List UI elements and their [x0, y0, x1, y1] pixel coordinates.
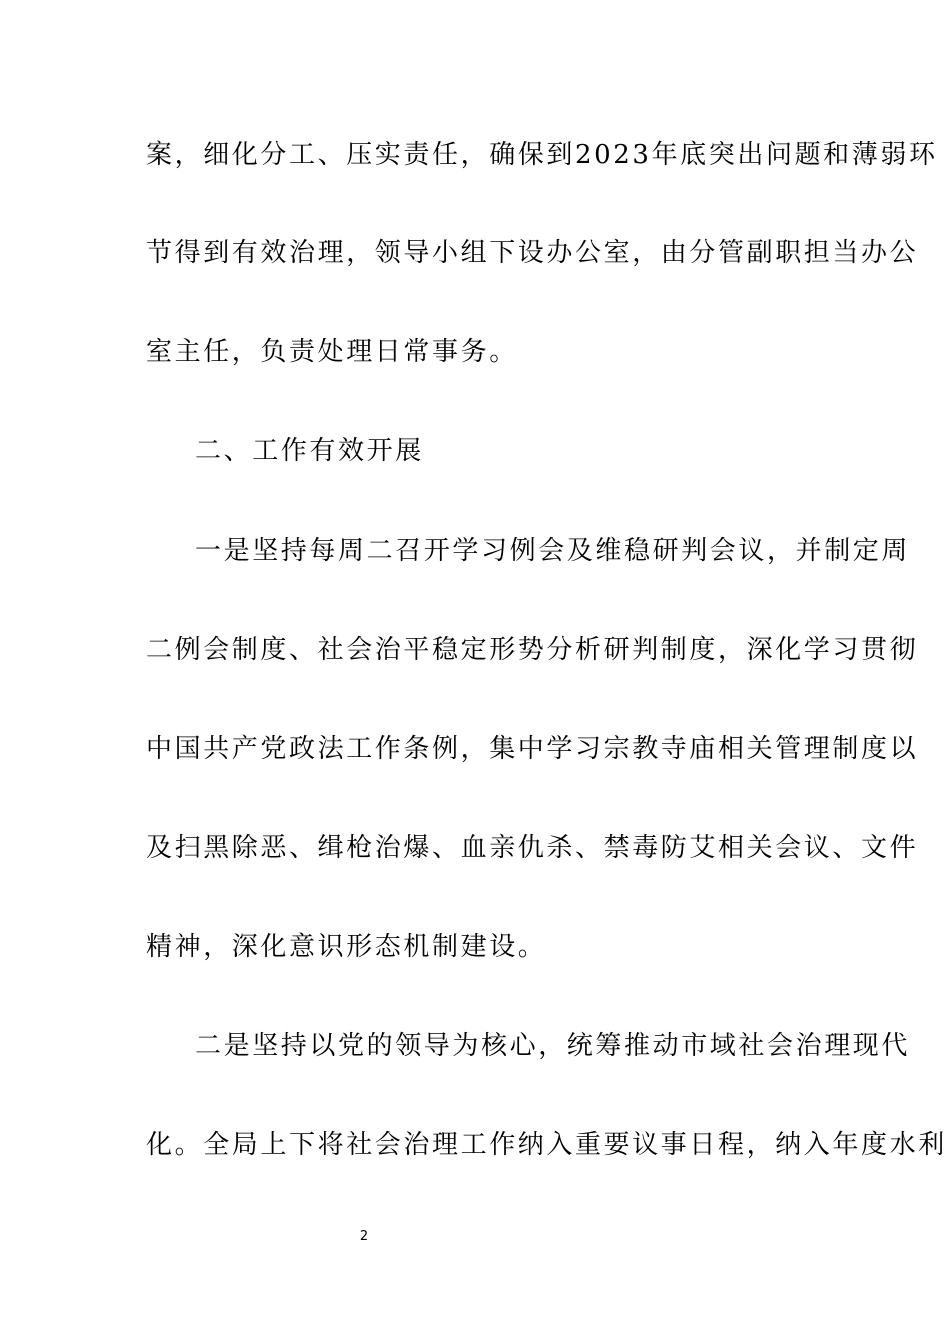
section-heading: 二、工作有效开展	[195, 436, 424, 466]
body-text-line: 二是坚持以党的领导为核心，统筹推动市域社会治理现代	[195, 1031, 911, 1061]
body-text-line: 化。全局上下将社会治理工作纳入重要议事日程，纳入年度水利	[146, 1130, 947, 1160]
body-text-line: 二例会制度、社会治平稳定形势分析研判制度，深化学习贯彻	[146, 635, 919, 665]
page-number: 2	[359, 1229, 369, 1244]
body-text-line: 节得到有效治理，领导小组下设办公室，由分管副职担当办公	[146, 238, 919, 268]
body-text-line: 室主任，负责处理日常事务。	[146, 337, 518, 367]
body-text-line: 一是坚持每周二召开学习例会及维稳研判会议，并制定周	[195, 536, 911, 566]
body-text-line: 及扫黑除恶、缉枪治爆、血亲仇杀、禁毒防艾相关会议、文件	[146, 833, 919, 863]
body-text-line: 中国共产党政法工作条例，集中学习宗教寺庙相关管理制度以	[146, 734, 919, 764]
body-text-line: 精神，深化意识形态机制建设。	[146, 932, 547, 962]
body-text-line: 案，细化分工、压实责任，确保到2023年底突出问题和薄弱环	[146, 140, 938, 170]
